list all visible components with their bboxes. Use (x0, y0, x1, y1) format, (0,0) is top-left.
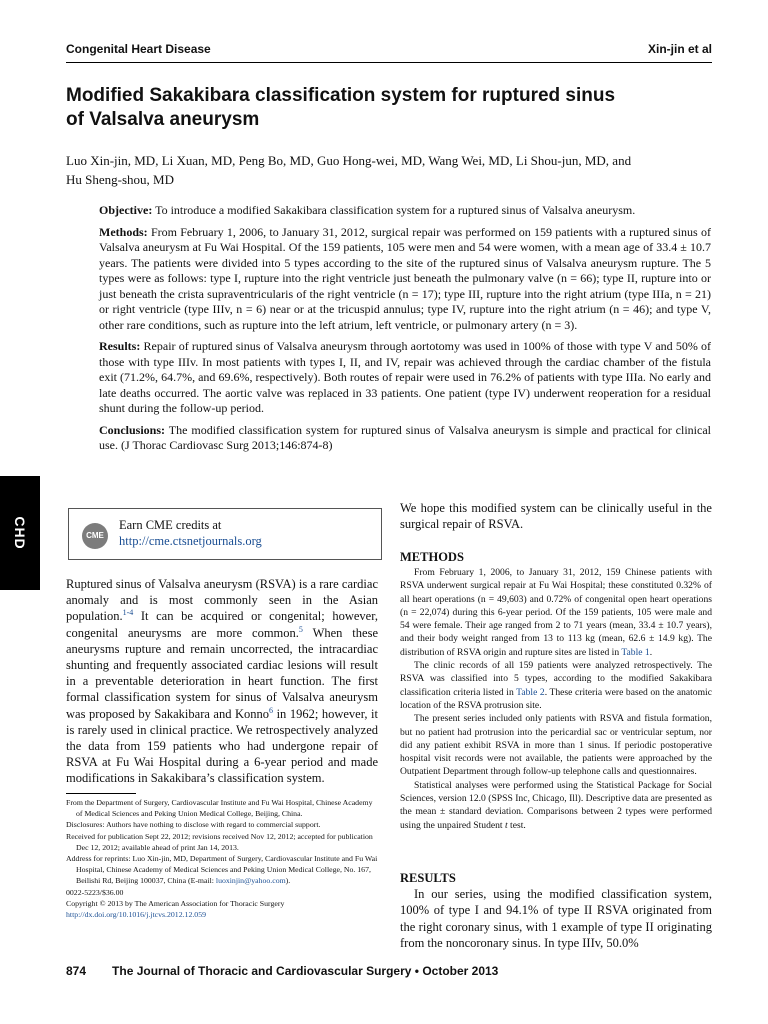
footnote-affiliation: From the Department of Surgery, Cardiovascular Institute and Fu Wai Hospital, Chinese Academy of Medical Sciences and Peking Union Medical College, Beijing, China. (66, 798, 373, 819)
cme-line-1: Earn CME credits at (119, 518, 222, 532)
results-text: Repair of ruptured sinus of Valsalva aneurysm through aortotomy was used in 100% of those with type V and 50% of those with type IIIv. In most patients with types I, II, and IV, repair was achieved through the cardiac chamber of the fistula exit (71.2%, 64.7%, and 69.6%, respectively). Both routes of repair were used in 76.2% of patients with type IIIa. No early and late deaths occurred. The aortic valve was replaced in 33 patients. One patient (type IV) underwent reoperation for a residual shunt during the follow-up period. (99, 339, 712, 415)
title-line-1: Modified Sakakibara classification system for ruptured sinus (66, 85, 616, 106)
table-1-link[interactable]: Table 1 (621, 646, 650, 658)
cme-link[interactable]: http://cme.ctsnetjournals.org (119, 534, 262, 548)
page-number: 874 (66, 964, 87, 978)
objective-text: To introduce a modified Sakakibara classification system for a ruptured sinus of Valsalva aneurysm. (155, 203, 636, 217)
running-header-authors: Xin-jin et al (647, 42, 712, 56)
methods-p4-text: Statistical analyses were performed using the Statistical Package for Social Sciences, version 12.0 (SPSS Inc, Chicago, Ill). Descriptive data are presented as the mean ± standard deviation. Comparisons between 2 types were performed using the unpaired Student (400, 779, 712, 831)
intro-text-3: When these aneurysms rupture and remain uncorrected, the intracardiac shunting and frequently associated cardiac lesions will result in a preventable deterioration in heart function. The first formal classification system for sinus of Valsalva aneurysm was proposed by Sakakibara and Konno (66, 625, 378, 721)
intro-text-1: Ruptured sinus of Valsalva aneurysm (RSVA) is a rare cardiac anomaly and is most commonly seen in the Asian population. (66, 577, 378, 624)
abstract-objective (99, 203, 711, 219)
address-end: ). (285, 876, 291, 886)
reference-6[interactable]: 6 (269, 705, 274, 715)
methods-paragraph-3: The present series included only patients with RSVA and fistula formation, but no patient had protrusion into the pericardial sac or ventricular septum, nor did any patient exhibit RSVA in more than 1 sinus. If periodic postoperative hospital visit records were not available, the patients were approached by the Outpatient Department through follow-up telephone calls and questionnaires. (400, 713, 712, 778)
cme-text (119, 517, 262, 549)
authors-line-1: Luo Xin-jin, MD, Li Xuan, MD, Peng Bo, MD, Guo Hong-wei, MD, Wang Wei, MD, Li Shou-jun, MD, and (66, 153, 632, 168)
doi-link[interactable]: http://dx.doi.org/10.1016/j.jtcvs.2012.12.059 (66, 910, 206, 920)
objective-label: Objective: (99, 203, 153, 217)
methods-p1-text: From February 1, 2006, to January 31, 2012, 159 Chinese patients with RSVA underwent surgical repair at Fu Wai Hospital; these constituted 0.32% of all heart operations (n = 49,603) and 0.72% of congenital open heart operations (n = 22,074) during this 6-year period. Of the 159 patients, 105 were male and 54 were female. Their age ranged from 2 to 71 years (mean, 33.4 ± 10.7 years), and their body weight ranged from 13 to 113 kg (mean, 62.6 ± 14.9 kg). The distribution of RSVA origin and rupture sites are listed in (400, 567, 712, 658)
methods-p2-end: . These criteria were based on the anatomic location of the RSVA protrusion site. (400, 686, 712, 711)
methods-paragraph-1 (400, 566, 712, 659)
intro-continued: We hope this modified system can be clinically useful in the surgical repair of RSVA. (400, 501, 712, 532)
abstract-results (99, 339, 711, 417)
conclusions-label: Conclusions: (99, 422, 166, 437)
address-text: Address for reprints: Luo Xin-jin, MD, Department of Surgery, Cardiovascular Institute and Fu Wai Hospital, Chinese Academy of Medical Sciences and Peking Union Medical College, No. 167, Beilishi Rd, Beijing 100037, China (E-mail: (66, 854, 378, 886)
footnote-disclosures: Disclosures: Authors have nothing to disclose with regard to commercial support. (66, 820, 321, 830)
methods-text: From February 1, 2006, to January 31, 2012, surgical repair was performed on 159 patients with a ruptured sinus of Valsalva aneurysm at Fu Wai Hospital. Of the 159 patients, 105 were men and 54 were women, with a mean age of 33.4 ± 10.7 years. The patients were divided into 5 types according to the site of the ruptured sinus of Valsalva aneurysm rupture. The 5 types were as follows: type I, rupture into the right ventricle just beneath the pulmonary valve (n = 66); type II, rupture into or just beneath the crista supraventricularis of the right ventricle (n = 17); type III, rupture into the right atrium (type IIIa, n = 21) or right ventricle (type IIIv, n = 6) near or at the tricuspid annulus; type IV, rupture into the right atrium (n = 46); and type V, other rare conditions, such as rupture into the left atrium, left ventricle, or pulmonary artery (n = 3). (99, 224, 712, 332)
right-column-intro (400, 500, 712, 532)
methods-label: Methods: (99, 224, 148, 239)
article-title (66, 84, 686, 132)
results-heading: RESULTS (400, 871, 456, 885)
abstract-methods (99, 225, 711, 334)
cme-box (68, 508, 382, 560)
reference-5[interactable]: 5 (298, 624, 303, 634)
side-tab-label: CHD (12, 516, 28, 550)
footnote-address (66, 853, 378, 887)
intro-paragraph (66, 576, 378, 787)
running-header-section: Congenital Heart Disease (66, 42, 211, 56)
methods-section (400, 566, 712, 832)
abstract (99, 203, 711, 460)
title-line-2: of Valsalva aneurysm (66, 109, 260, 130)
methods-p4-end: test. (507, 819, 526, 831)
results-paragraph: In our series, using the modified classification system, 100% of type I and 94.1% of type II RSVA originated from the right coronary sinus, with 1 example of type II originating from the noncoronary sinus. In type IIIv, 50.0% (400, 887, 712, 950)
cme-logo-icon: CME (82, 523, 108, 549)
methods-p1-end: . (649, 646, 653, 658)
methods-p2-text: The clinic records of all 159 patients were analyzed retrospectively. The RSVA was classified into 5 types, according to the modified Sakakibara classification criteria listed in (400, 660, 712, 698)
email-link[interactable]: luoxinjin@yahoo.com (215, 876, 286, 886)
conclusions-text: The modified classification system for ruptured sinus of Valsalva aneurysm is simple and practical for clinical use. (J Thorac Cardiovasc Surg 2013;146:874-8) (99, 422, 711, 452)
abstract-conclusions (99, 423, 711, 454)
footnote-copyright: Copyright © 2013 by The American Association for Thoracic Surgery (66, 898, 285, 908)
methods-heading: METHODS (400, 550, 464, 564)
journal-footer: The Journal of Thoracic and Cardiovascular Surgery • October 2013 (112, 964, 499, 978)
footnote-received: Received for publication Sept 22, 2012; revisions received Nov 12, 2012; accepted for publication Dec 12, 2012; available ahead of print Jan 14, 2013. (66, 831, 373, 852)
page-footer (66, 964, 498, 978)
methods-paragraph-4 (400, 779, 712, 832)
results-label: Results: (99, 339, 141, 353)
reference-1-4[interactable]: 1-4 (122, 608, 134, 618)
footnote-issn: 0022-5223/$36.00 (66, 887, 124, 897)
authors-line-2: Hu Sheng-shou, MD (66, 172, 174, 187)
methods-paragraph-2 (400, 659, 712, 712)
intro-text-2: It can be acquired or congenital; however, congenital aneurysms are more common. (66, 609, 378, 640)
footnote-rule (66, 793, 136, 794)
author-list (66, 151, 706, 189)
header-rule (66, 62, 712, 63)
table-2-link[interactable]: Table 2 (516, 686, 545, 698)
footnotes (66, 797, 378, 920)
intro-text-4: in 1962; however, it is rarely used in clinical practice. We retrospectively analyzed the data from 159 patients who had undergone repair of RSVA at Fu Wai Hospital during a 6-year period and made modifications in Sakakibara’s classification system. (66, 706, 378, 786)
section-side-tab (0, 476, 40, 590)
t-italic: t (504, 819, 508, 831)
